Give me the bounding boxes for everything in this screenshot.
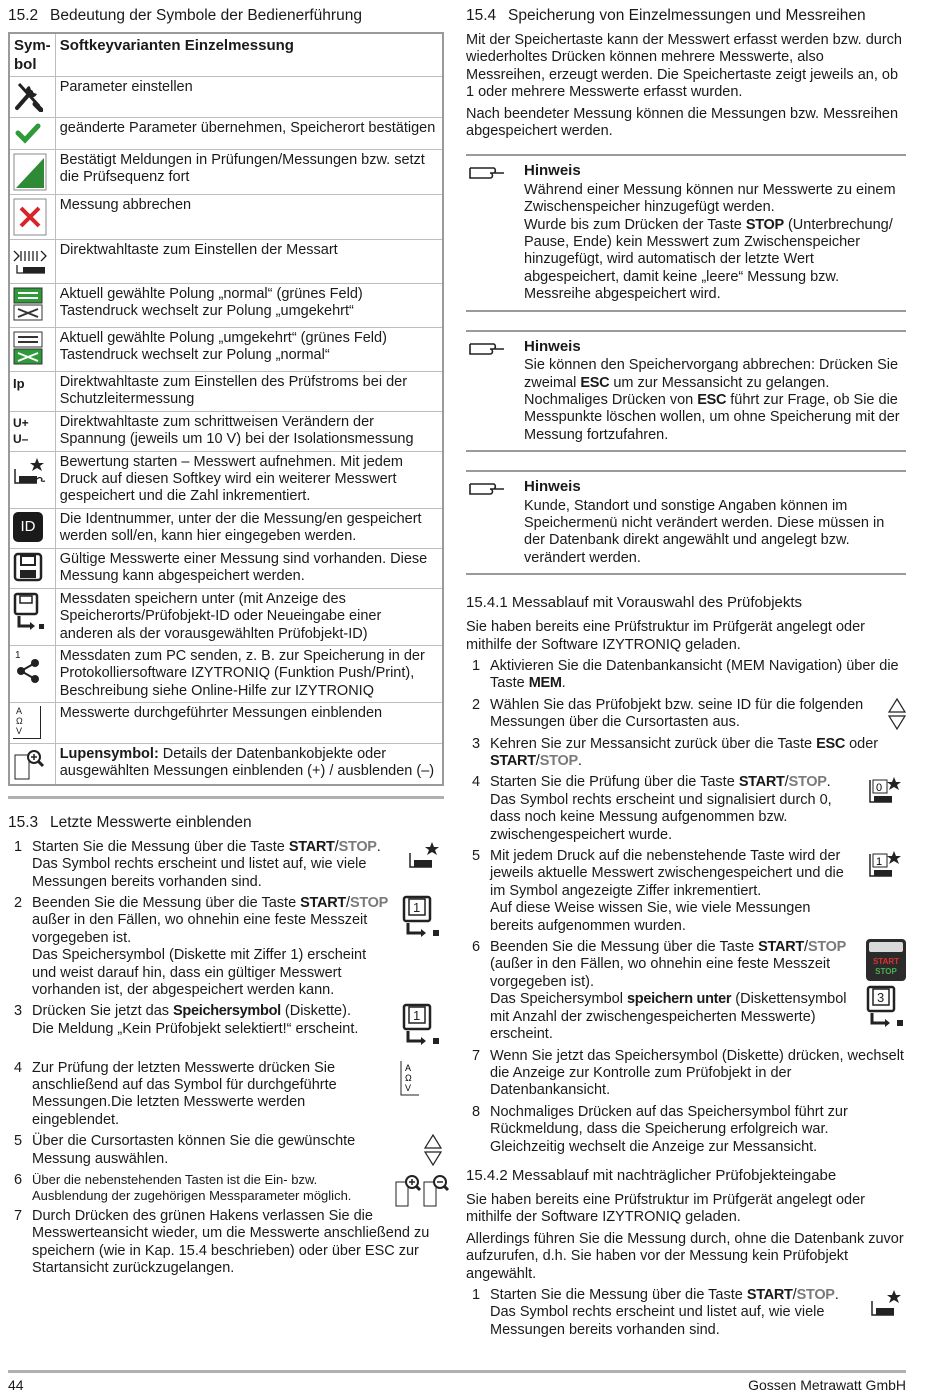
floppy-save-as-icon xyxy=(866,985,906,1029)
list-item: 7 Durch Drücken des grünen Hakens verlassen Sie die Messwerteansicht wieder, um die Messwerte anschließend zu speichern (wie in Kap. 15.4 beschrieben) oder über ESC zur Startansicht zurückzugelangen. xyxy=(14,1208,430,1277)
table-row: Parameter einstellen xyxy=(55,77,443,118)
start-label: START xyxy=(872,957,900,967)
paragraph: Allerdings führen Sie die Messung durch, ohne die Datenbank zuvor aufzurufen, d.h. Sie haben vor der Messung kein Prüfobjekt angewählt. xyxy=(466,1230,904,1282)
steps-15-4-1 xyxy=(466,658,906,1156)
table-row: Messung abbrechen xyxy=(55,195,443,240)
list-item: 5 Über die Cursortasten können Sie die gewünschte Messung auswählen. xyxy=(8,1133,444,1168)
pointing-hand-icon xyxy=(468,478,508,498)
floppy-save-as-icon xyxy=(13,592,52,632)
note-title: Hinweis xyxy=(524,162,581,180)
floppy-icon xyxy=(13,552,52,582)
section-15-4-heading: 15.4 Speicherung von Einzelmessungen und Messreihen xyxy=(466,7,866,24)
symbol-table xyxy=(8,32,444,786)
list-item: 4 Zur Prüfung der letzten Messwerte drücken Sie anschließend auf das Symbol für durchgeführte Messungen.Die letzten Messwerte werden eingeblendet. A Ω V xyxy=(8,1060,444,1130)
floppy-digit: 1 xyxy=(413,1008,421,1024)
table-row: Direktwahltaste zum Einstellen der Messart xyxy=(55,240,443,284)
list-item: 8 Nochmaliges Drücken auf das Speichersymbol führt zur Rückmeldung, dass die Speicherung erfolgreich war. Gleichzeitig wechselt die Anzeige zur Messansicht. xyxy=(472,1103,848,1155)
cursor-up-down-icon xyxy=(888,697,906,731)
share-icon xyxy=(13,649,52,685)
table-head-desc: Softkeyvarianten Einzelmessung xyxy=(55,33,443,77)
paragraph: Mit der Speichertaste kann der Messwert erfasst werden bzw. durch wiederholtes Drücken können mehrere Messwerte, also Messreihen, erzeugt werden. Die Speichertaste zeigt jeweils an, ob 1 oder mehrere Messwerte erfasst wurden. xyxy=(466,32,902,101)
list-item: 3 Drücken Sie jetzt das Speichersymbol (Diskette). Die Meldung „Kein Prüfobjekt selektiert!“ erscheint. 1 xyxy=(8,1003,444,1055)
table-row: geänderte Parameter übernehmen, Speicherort bestätigen xyxy=(55,118,443,150)
share-icon-digit: 1 xyxy=(15,650,21,662)
polarity-normal-icon xyxy=(13,287,52,321)
list-item: 2 Beenden Sie die Messung über die Taste START/STOP außer in den Fällen, wo ohnehin eine feste Messzeit vorgegeben ist. Das Speichersymbol (Diskette mit Ziffer 1) erscheint und weist darauf hin, dass ein gültiger Messwert vorhanden ist, der abgespeichert werden kann. 1 xyxy=(8,895,444,999)
list-item: 7 Wenn Sie jetzt das Speichersymbol (Diskette) drücken, wechselt die Anzeige zur Kontrolle zum Prüfobjekt in der Datenbankansicht. xyxy=(472,1047,904,1099)
stop-label: STOP xyxy=(875,967,897,977)
measured-values-icon: A Ω V xyxy=(13,706,41,739)
svg-text:Ω: Ω xyxy=(405,1072,412,1083)
green-triangle-icon xyxy=(13,153,52,191)
table-row: Gültige Messwerte einer Messung sind vorhanden. Diese Messung kann abgespeichert werden. xyxy=(55,548,443,588)
table-row: Messdaten speichern unter (mit Anzeige des Speicherorts/Prüfobjekt-ID oder Neueingabe einer anderen als der vorausgewählten Prüfobjekt-ID) xyxy=(55,588,443,645)
cursor-up-down-icon xyxy=(424,1133,442,1167)
polarity-reversed-icon xyxy=(13,331,52,365)
list-item: 4 Starten Sie die Prüfung über die Taste START/STOP. Das Symbol rechts erscheint und signalisiert durch 0, dass noch keine Messung aufgenommen bzw. zwischengespeichert wurde. 0 xyxy=(466,774,906,844)
id-icon: ID xyxy=(13,512,43,542)
table-row: Aktuell gewählte Polung „umgekehrt“ (grünes Feld) Tastendruck wechselt zur Polung „normal“ xyxy=(55,328,443,372)
paragraph: Sie haben bereits eine Prüfstruktur im Prüfgerät angelegt oder mithilfe der Software IZYTRONIQ geladen. xyxy=(466,1191,865,1226)
table-row: Lupensymbol: Details der Datenbankobjekte oder ausgewählten Messungen einblenden (+) / ausblenden (–) xyxy=(55,743,443,785)
note-text: Wurde bis zum Drücken der Taste STOP (Unterbrechung/ Pause, Ende) kein Messwert zum Zwischenspeicher hinzugefügt, wird automatisch der letzte Wert abgespeichert, damit keine „leere“ Messung bzw. Messreihe abgespeichert wird. xyxy=(524,216,893,303)
checkmark-icon xyxy=(13,121,52,145)
svg-text:V: V xyxy=(405,1082,412,1093)
floppy-digit: 1 xyxy=(413,899,421,915)
paragraph: Nach beendeter Messung können die Messungen bzw. Messreihen abgespeichert werden. xyxy=(466,105,899,140)
ip-icon: Ip xyxy=(9,372,55,412)
section-15-4-2-heading: 15.4.2 Messablauf mit nachträglicher Prüfobjekteingabe xyxy=(466,1166,837,1184)
table-row: Messdaten zum PC senden, z. B. zur Speicherung in der Protokolliersoftware IZYTRONIQ (Funktion Push/Print), Beschreibung siehe Online-Hilfe zur IZYTRONIQ xyxy=(55,646,443,703)
magnifier-icon xyxy=(13,747,52,781)
red-x-icon xyxy=(13,198,52,236)
page-footer xyxy=(8,1370,906,1394)
list-item: 1 Starten Sie die Messung über die Taste START/STOP. Das Symbol rechts erscheint und listet auf, wie viele Messungen bereits vorhanden sind. xyxy=(466,1287,906,1339)
list-item: 1 Aktivieren Sie die Datenbankansicht (MEM Navigation) über die Taste MEM. xyxy=(472,657,899,692)
page-number: 44 xyxy=(8,1377,24,1393)
section-divider xyxy=(8,796,444,799)
list-item: 6 Über die nebenstehenden Tasten ist die Ein- bzw. Ausblendung der zugehörigen Messparameter möglich. xyxy=(8,1172,444,1204)
note-box xyxy=(466,330,906,452)
steps-15-3 xyxy=(8,839,444,1278)
magnifier-plus-minus-icons xyxy=(394,1172,450,1208)
section-15-2-heading: 15.2 Bedeutung der Symbole der Bedienerführung xyxy=(8,7,362,24)
floppy-save-as-icon xyxy=(402,1003,442,1047)
paragraph: Sie haben bereits eine Prüfstruktur im Prüfgerät angelegt oder mithilfe der Software IZYTRONIQ geladen. xyxy=(466,619,865,653)
measured-values-icon xyxy=(400,1060,420,1096)
list-item: 3 Kehren Sie zur Messansicht zurück über die Taste ESC oder START/STOP. xyxy=(472,735,879,769)
table-row: Aktuell gewählte Polung „normal“ (grünes Feld) Tastendruck wechselt zur Polung „umgekehrt“ xyxy=(55,284,443,328)
table-row: Die Identnummer, unter der die Messung/en gespeichert werden soll/en, kann hier eingegeben werden. xyxy=(55,508,443,548)
counter-digit: 0 xyxy=(876,782,883,795)
note-box xyxy=(466,470,906,575)
note-text: Sie können den Speichervorgang abbrechen: Drücken Sie zweimal ESC um zur Messansicht zu gelangen. Nochmaliges Drücken von ESC führt zur Frage, ob Sie die Messpunkte löschen wollen, um ohne Speicherung mit der Messung fortzufahren. xyxy=(524,357,900,443)
star-record-icon xyxy=(408,839,442,873)
wrench-screwdriver-icon xyxy=(13,80,52,112)
table-row: Messwerte durchgeführter Messungen einblenden xyxy=(55,703,443,743)
list-item: 5 Mit jedem Druck auf die nebenstehende Taste wird der jeweils aktuelle Messwert zwischengespeichert und die im Symbol angezeigte Ziffer inkrementiert. Auf diese Weise wissen Sie, wie viele Messungen bereits aufgenommen wurden. 1 xyxy=(466,848,906,935)
company-name: Gossen Metrawatt GmbH xyxy=(748,1377,906,1393)
star-record-icon xyxy=(13,455,52,489)
list-item: 6 Beenden Sie die Messung über die Taste START/STOP (außer in den Fällen, wo ohnehin eine feste Messzeit vorgegeben ist). Das Speichersymbol speichern unter (Diskettensymbol mit Anzahl der zwischengespeicherten Messwerte) erscheint. START STOP 3 xyxy=(466,939,906,1043)
start-stop-button[interactable] xyxy=(866,939,906,981)
section-15-4-1-heading: 15.4.1 Messablauf mit Vorauswahl des Prüfobjekts xyxy=(466,594,803,612)
star-record-icon xyxy=(868,848,904,882)
star-record-icon xyxy=(868,774,904,808)
table-row: Direktwahltaste zum Einstellen des Prüfstroms bei der Schutzleitermessung xyxy=(55,372,443,412)
measure-type-icon xyxy=(13,243,52,277)
note-text: Kunde, Standort und sonstige Angaben können im Speichermenü nicht verändert werden. Diese müssen in der Datenbank direkt angewählt und angelegt bzw. verändert werden. xyxy=(524,497,885,566)
table-row: Direktwahltaste zum schrittweisen Verändern der Spannung (jeweils um 10 V) bei der Isolationsmessung xyxy=(55,411,443,451)
start-stop-and-floppy-icons xyxy=(866,939,906,1029)
note-text: Während einer Messung können nur Messwerte zu einem Zwischenspeicher hinzugefügt werden. xyxy=(524,181,896,216)
floppy-digit: 3 xyxy=(877,990,885,1006)
table-row: Bestätigt Meldungen in Prüfungen/Messungen bzw. setzt die Prüfsequenz fort xyxy=(55,150,443,195)
table-head-symbol: Sym-bol xyxy=(9,33,55,77)
table-row: Bewertung starten – Messwert aufnehmen. Mit jedem Druck auf diesen Softkey wird ein weiterer Messwert gespeichert und die Zahl inkrementiert. xyxy=(55,451,443,508)
right-column xyxy=(466,6,906,1343)
counter-digit: 1 xyxy=(876,856,883,869)
steps-15-4-2 xyxy=(466,1287,906,1339)
u-plus-minus-icon: U+ U– xyxy=(9,411,55,451)
list-item: 2 Wählen Sie das Prüfobjekt bzw. seine ID für die folgenden Messungen über die Cursortasten aus. xyxy=(466,697,906,732)
note-box xyxy=(466,154,906,311)
list-item: 1 Starten Sie die Messung über die Taste START/STOP. Das Symbol rechts erscheint und listet auf, wie viele Messungen bereits vorhanden sind. xyxy=(8,839,444,891)
pointing-hand-icon xyxy=(468,162,508,182)
svg-text:A: A xyxy=(405,1062,412,1073)
note-title: Hinweis xyxy=(524,478,581,496)
note-title: Hinweis xyxy=(524,337,581,355)
section-15-3-heading: 15.3 Letzte Messwerte einblenden xyxy=(8,813,252,831)
pointing-hand-icon xyxy=(468,338,508,358)
floppy-save-as-icon xyxy=(402,895,442,939)
left-column xyxy=(8,6,444,1282)
star-record-icon xyxy=(870,1287,904,1321)
